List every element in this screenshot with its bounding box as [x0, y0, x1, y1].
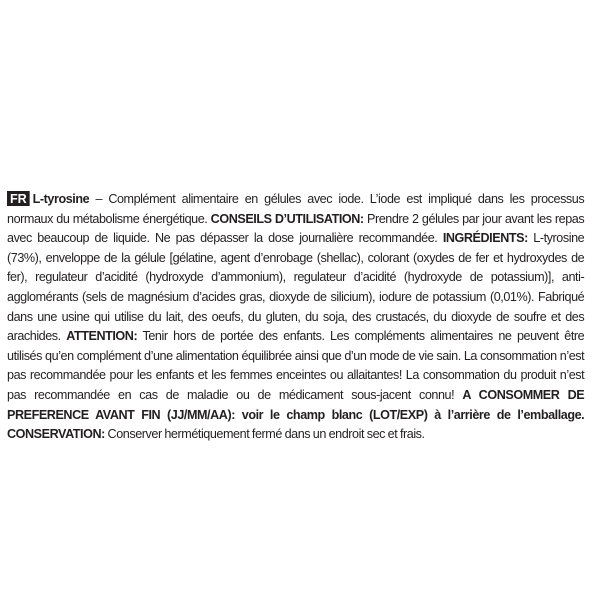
usage-heading: CONSEILS D’UTILISATION: [210, 210, 364, 226]
product-description: – Complément alimentaire en gélules avec iode. L’iode est impliqué dans les processus normaux du métabolisme énergétique. [7, 191, 585, 226]
language-badge: FR [7, 191, 30, 206]
attention-text: Tenir hors de portée des enfants. Les compléments alimentaires ne peuvent être utilisés qu’en complément d’une alimentation équilibrée ainsi que d’un mode de vie sain. La consommation n’est pas recommandée pour les enfants et les femmes enceintes ou allaitantes! La consommation du produit n’est pas recommandée en cas de maladie ou de médicament sous-jacent connu! [7, 328, 585, 402]
ingredients-text: L-tyrosine (73%), enveloppe de la gélule [gélatine, agent d’enrobage (shellac), colorant (oxydes de fer et hydroxydes de fer), regulateur d’acidité (hydroxyde d’ammonium), regulateur d’acidité (hydroxyde de potassium)], anti-agglomérants (sels de magnésium d’acides gras, dioxyde de silicium), iodure de potassium (0,01%). Fabriqué dans une usine qui utilise du lait, des oeufs, du gluten, du soja, des crustacés, du dioxyde de soufre et des arachides. [7, 230, 585, 344]
product-name: L-tyrosine [32, 191, 90, 206]
best-before-and-storage-heading: A CONSOMMER DE PREFERENCE AVANT FIN (JJ/MM/AA): voir le champ blanc (LOT/EXP) à l’arrière de l’emballage. CONSERVATION: [7, 386, 585, 442]
ingredients-heading: INGRÉDIENTS: [442, 230, 528, 246]
storage-text: Conserver hermétiquement fermé dans un endroit sec et frais. [104, 426, 425, 442]
product-label-text [7, 189, 584, 444]
usage-text: Prendre 2 gélules par jour avant les repas avec beaucoup de liquide. Ne pas dépasser la dose journalière recommandée. [7, 210, 585, 246]
attention-heading: ATTENTION: [66, 328, 138, 344]
